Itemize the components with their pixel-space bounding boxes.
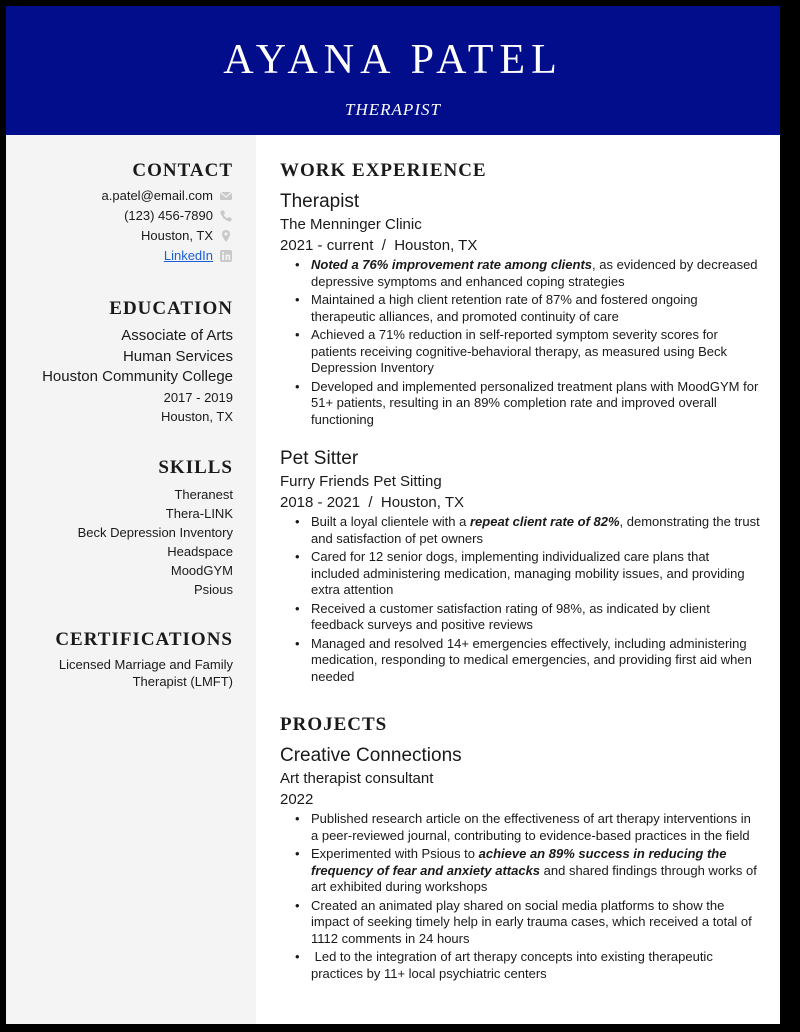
bullet-highlight: repeat client rate of 82%	[469, 514, 620, 529]
bullet-item	[280, 898, 760, 948]
linkedin-link[interactable]: LinkedIn	[163, 248, 213, 263]
bullet-item	[280, 257, 760, 290]
project-entry	[280, 744, 760, 984]
bullet-item	[280, 601, 760, 634]
bullet-highlight: achieve an 89% success in reducing the frequency of fear and anxiety attacks	[311, 846, 727, 878]
project-role: Art therapist consultant	[280, 770, 434, 787]
certifications-heading: CERTIFICATIONS	[55, 629, 233, 650]
email-line	[13, 186, 233, 206]
resume-page	[6, 6, 780, 1024]
contact-section	[13, 160, 233, 266]
bullet-item	[280, 949, 760, 982]
candidate-name: AYANA PATEL	[223, 37, 563, 83]
education-heading: EDUCATION	[109, 298, 233, 319]
certifications-section	[13, 629, 233, 690]
education-section	[13, 298, 233, 427]
bullet-item	[280, 549, 760, 599]
resume-header	[6, 6, 780, 135]
linkedin-line	[13, 246, 233, 266]
education-degree: Associate of Arts	[121, 327, 233, 344]
contact-heading: CONTACT	[132, 160, 233, 181]
job-date: 2018 - 2021 / Houston, TX	[280, 494, 465, 511]
bullet-text: Maintained a high client retention rate of 87% and fostered ongoing therapeutic alliances, and promoted continuity of care	[311, 292, 698, 324]
bullet-item	[280, 379, 760, 429]
job-title: Pet Sitter	[280, 448, 359, 469]
bullet-item	[280, 846, 760, 896]
project-date: 2022	[280, 791, 314, 808]
bullet-text: Created an animated play shared on social media platforms to show the impact of seeking timely help in early trauma cases, which received a total of 1112 comments in 24 hours	[311, 897, 752, 946]
phone-icon	[219, 209, 233, 223]
bullet-text: Led to the integration of art therapy concepts into existing therapeutic practices by 11+ local psychiatric centers	[311, 949, 717, 981]
job-org: The Menninger Clinic	[280, 216, 422, 233]
education-location: Houston, TX	[160, 409, 233, 424]
candidate-title: THERAPIST	[345, 100, 441, 119]
bullet-text: Published research article on the effectiveness of art therapy interventions in a peer-reviewed journal, contributing to evidence-based practices in the field	[311, 811, 751, 843]
sidebar	[6, 135, 256, 1024]
skill-item: Psious	[193, 582, 233, 597]
education-school: Houston Community College	[42, 368, 233, 385]
project-bullets	[280, 811, 760, 982]
bullet-text: Cared for 12 senior dogs, implementing individualized care plans that included administering medication, managing mobility issues, and providing extra attention	[311, 549, 745, 597]
bullet-text: Developed and implemented personalized treatment plans with MoodGYM for 51+ patients, resulting in an 89% completion rate and improved overall functioning	[311, 378, 759, 427]
bullet-pre: Built a loyal clientele with a	[311, 514, 470, 529]
skills-section	[13, 457, 233, 599]
bullet-item	[280, 636, 760, 686]
phone-line	[13, 206, 233, 226]
job-org: Furry Friends Pet Sitting	[280, 473, 442, 490]
job-title: Therapist	[280, 191, 360, 212]
skills-heading: SKILLS	[158, 457, 233, 478]
education-years: 2017 - 2019	[163, 389, 233, 405]
email-text: a.patel@email.com	[101, 188, 213, 203]
job-bullets	[280, 257, 760, 428]
skill-item: MoodGYM	[170, 563, 233, 578]
bullet-item	[280, 292, 760, 325]
bullet-text: Achieved a 71% reduction in self-reported symptom severity scores for patients receiving cognitive-behavioral therapy, as measured using Beck Depression Inventory	[311, 327, 727, 375]
bullet-text: Received a customer satisfaction rating of 98%, as indicated by client feedback surveys and positive reviews	[311, 600, 710, 632]
linkedin-icon	[219, 249, 233, 263]
education-field: Human Services	[122, 347, 233, 365]
phone-text: (123) 456-7890	[124, 208, 213, 223]
location-line	[13, 226, 233, 246]
skill-item: Theranest	[174, 487, 233, 502]
skill-item: Thera-LINK	[165, 506, 233, 521]
job-entry	[280, 447, 760, 687]
bullet-text: , as evidenced by decreased depressive symptoms and enhanced coping strategies	[311, 257, 758, 289]
bullet-highlight: Noted a 76% improvement rate among clients	[311, 257, 593, 272]
location-text: Houston, TX	[140, 228, 213, 243]
bullet-item	[280, 811, 760, 844]
job-entry	[280, 190, 760, 430]
bullet-item	[280, 514, 760, 547]
projects-heading: PROJECTS	[280, 714, 388, 735]
bullet-text: Managed and resolved 14+ emergencies effectively, including administering medication, responding to medical emergencies, and providing first aid when needed	[311, 635, 752, 684]
bullet-item	[280, 327, 760, 377]
project-title: Creative Connections	[280, 745, 462, 766]
map-pin-icon	[219, 229, 233, 243]
skill-item: Headspace	[167, 544, 233, 559]
skill-item: Beck Depression Inventory	[77, 525, 233, 540]
job-date: 2021 - current / Houston, TX	[280, 237, 478, 254]
work-experience-heading: WORK EXPERIENCE	[280, 160, 487, 181]
bullet-text: and shared findings through works of art exhibited during workshops	[311, 862, 757, 894]
envelope-icon	[219, 189, 233, 203]
bullet-text: , demonstrating the trust and satisfaction of pet owners	[311, 514, 760, 546]
bullet-pre: Experimented with Psious to	[311, 846, 479, 861]
job-bullets	[280, 514, 760, 685]
certification-item: Licensed Marriage and Family Therapist (LMFT)	[58, 657, 233, 689]
